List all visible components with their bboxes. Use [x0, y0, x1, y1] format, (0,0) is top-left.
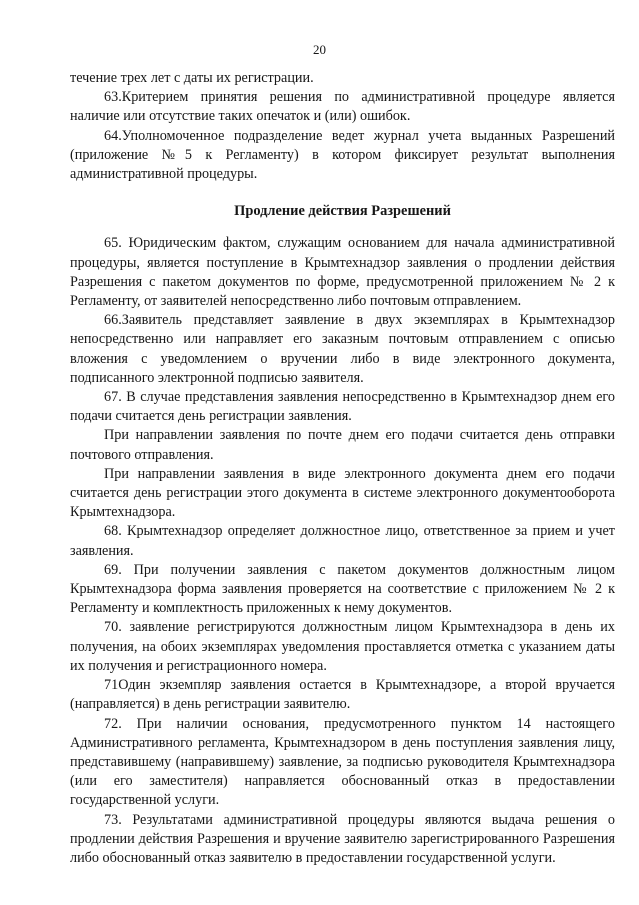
paragraph-70: 70. заявление регистрируются должностным лицом Крымтехнадзора в день их получения, на обоих экземплярах уведомления проставляется отметка с указанием даты их получения и регистрационного номера. — [70, 619, 615, 674]
paragraph-68: 68. Крымтехнадзор определяет должностное лицо, ответственное за прием и учет заявления. — [70, 523, 615, 559]
paragraph-71: 71Один экземпляр заявления остается в Крымтехнадзоре, а второй вручается (направляется) в день регистрации заявителю. — [70, 677, 615, 713]
paragraph-67-electronic: При направлении заявления в виде электронного документа днем его подачи считается день регистрации этого документа в системе электронного документооборота Крымтехнадзора. — [70, 465, 615, 521]
paragraph-64: 64.Уполномоченное подразделение ведет журнал учета выданных Разрешений (приложение №5 к Регламенту) в котором фиксирует результат выполнения административной процедуры. — [70, 127, 615, 183]
paragraph-69: 69. При получении заявления с пакетом документов должностным лицом Крымтехнадзора форма заявления проверяется на соответствие с приложением № 2 к Регламенту и комплектность приложенных к нему документов. — [70, 561, 615, 617]
paragraph-73: 73. Результатами административной процедуры являются выдача решения о продлении действия Разрешения и вручение заявителю зарегистрированного Разрешения либо обоснованный отказ заявителю в предоставлении государственной услуги. — [70, 811, 615, 866]
paragraph-65: 65. Юридическим фактом, служащим основанием для начала административной процедуры, является поступление в Крымтехнадзор заявления о продлении действия Разрешения с пакетом документов по форме, предусмотренной приложением № 2 к Регламенту, от заявителей непосредственно либо почтовым отправлением. — [70, 235, 615, 310]
paragraph-72: 72. При наличии основания, предусмотренного пунктом 14 настоящего Административного регламента, Крымтехнадзором в день поступления заявления лицу, представившему (направившему) заявление, за подписью руководителя Крымтехнадзора (или его заместителя) направляется обоснованный отказ в предоставлении государственной услуги. — [70, 715, 615, 809]
paragraph-continuation: течение трех лет с даты их регистрации. — [70, 70, 314, 86]
page-number: 20 — [313, 42, 326, 57]
section-heading: Продление действия Разрешений — [234, 203, 451, 220]
paragraph-67: 67. В случае представления заявления непосредственно в Крымтехнадзор днем его подачи считается день регистрации заявления. — [70, 389, 615, 425]
paragraph-63: 63.Критерием принятия решения по административной процедуре является наличие или отсутствие таких опечаток и (или) ошибок. — [70, 89, 615, 125]
paragraph-67-postal: При направлении заявления по почте днем его подачи считается день отправки почтового отправления. — [70, 427, 615, 463]
paragraph-66: 66.Заявитель представляет заявление в двух экземплярах в Крымтехнадзор непосредственно или направляет его заказным почтовым отправлением с описью вложения с уведомлением о вручении либо в виде электронного документа, подписанного электронной подписью заявителя. — [70, 312, 615, 386]
document-body — [70, 69, 615, 868]
